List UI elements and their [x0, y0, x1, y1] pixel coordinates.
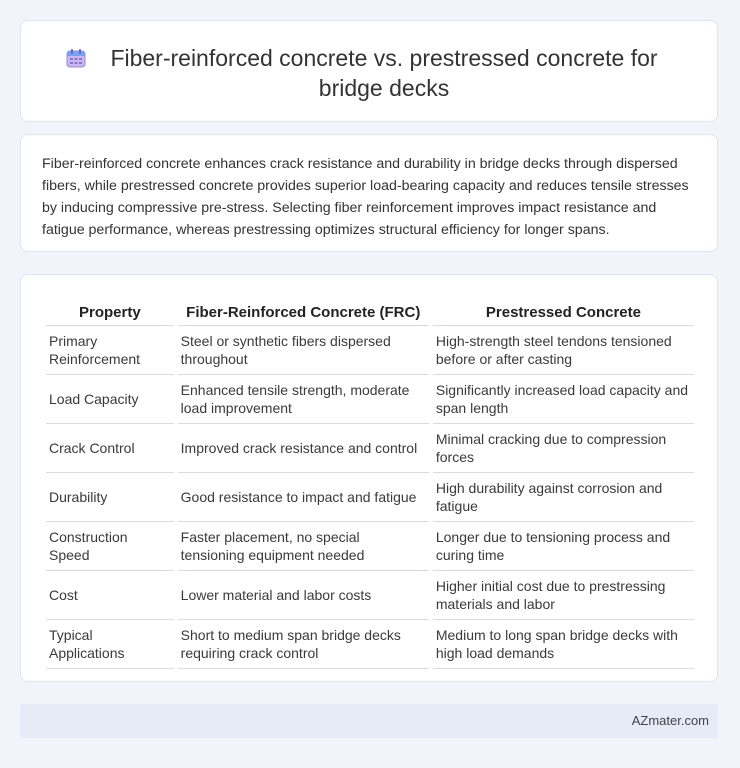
table-row — [46, 571, 694, 620]
header-prestressed: Prestressed Concrete — [433, 295, 694, 326]
row-prestressed-value: Minimal cracking due to compression forces — [433, 424, 694, 473]
table-row — [46, 326, 694, 375]
row-property: Primary Reinforcement — [46, 326, 174, 375]
row-property: Load Capacity — [46, 375, 174, 424]
comparison-table — [42, 295, 698, 669]
row-property: Crack Control — [46, 424, 174, 473]
table-row — [46, 620, 694, 669]
row-prestressed-value: Longer due to tensioning process and curing time — [433, 522, 694, 571]
row-frc-value: Improved crack resistance and control — [178, 424, 429, 473]
table-row — [46, 375, 694, 424]
header-property: Property — [46, 295, 174, 326]
row-prestressed-value: Medium to long span bridge decks with high load demands — [433, 620, 694, 669]
comparison-card — [20, 274, 718, 682]
row-frc-value: Short to medium span bridge decks requiring crack control — [178, 620, 429, 669]
row-frc-value: Enhanced tensile strength, moderate load improvement — [178, 375, 429, 424]
table-row — [46, 522, 694, 571]
row-prestressed-value: Higher initial cost due to prestressing materials and labor — [433, 571, 694, 620]
title-card — [20, 20, 718, 122]
footer-bar — [20, 704, 718, 738]
row-property: Cost — [46, 571, 174, 620]
row-property: Construction Speed — [46, 522, 174, 571]
row-prestressed-value: High durability against corrosion and fatigue — [433, 473, 694, 522]
row-property: Durability — [46, 473, 174, 522]
page-title: Fiber-reinforced concrete vs. prestressed concrete for bridge decks — [110, 45, 658, 101]
row-prestressed-value: High-strength steel tendons tensioned before or after casting — [433, 326, 694, 375]
row-frc-value: Steel or synthetic fibers dispersed throughout — [178, 326, 429, 375]
footer-brand[interactable]: AZmater.com — [631, 713, 709, 728]
row-property: Typical Applications — [46, 620, 174, 669]
row-frc-value: Lower material and labor costs — [178, 571, 429, 620]
row-frc-value: Faster placement, no special tensioning equipment needed — [178, 522, 429, 571]
intro-card — [20, 134, 718, 252]
intro-paragraph: Fiber-reinforced concrete enhances crack resistance and durability in bridge decks through dispersed fibers, while prestressed concrete provides superior load-bearing capacity and reduces tensile stresses by inducing compressive pre-stress. Selecting fiber reinforcement improves impact resistance and fatigue performance, whereas prestressing optimizes structural efficiency for longer spans. — [42, 156, 689, 238]
row-prestressed-value: Significantly increased load capacity and span length — [433, 375, 694, 424]
table-row — [46, 424, 694, 473]
header-frc: Fiber-Reinforced Concrete (FRC) — [178, 295, 429, 326]
row-frc-value: Good resistance to impact and fatigue — [178, 473, 429, 522]
table-row — [46, 473, 694, 522]
table-header-row — [46, 295, 694, 326]
